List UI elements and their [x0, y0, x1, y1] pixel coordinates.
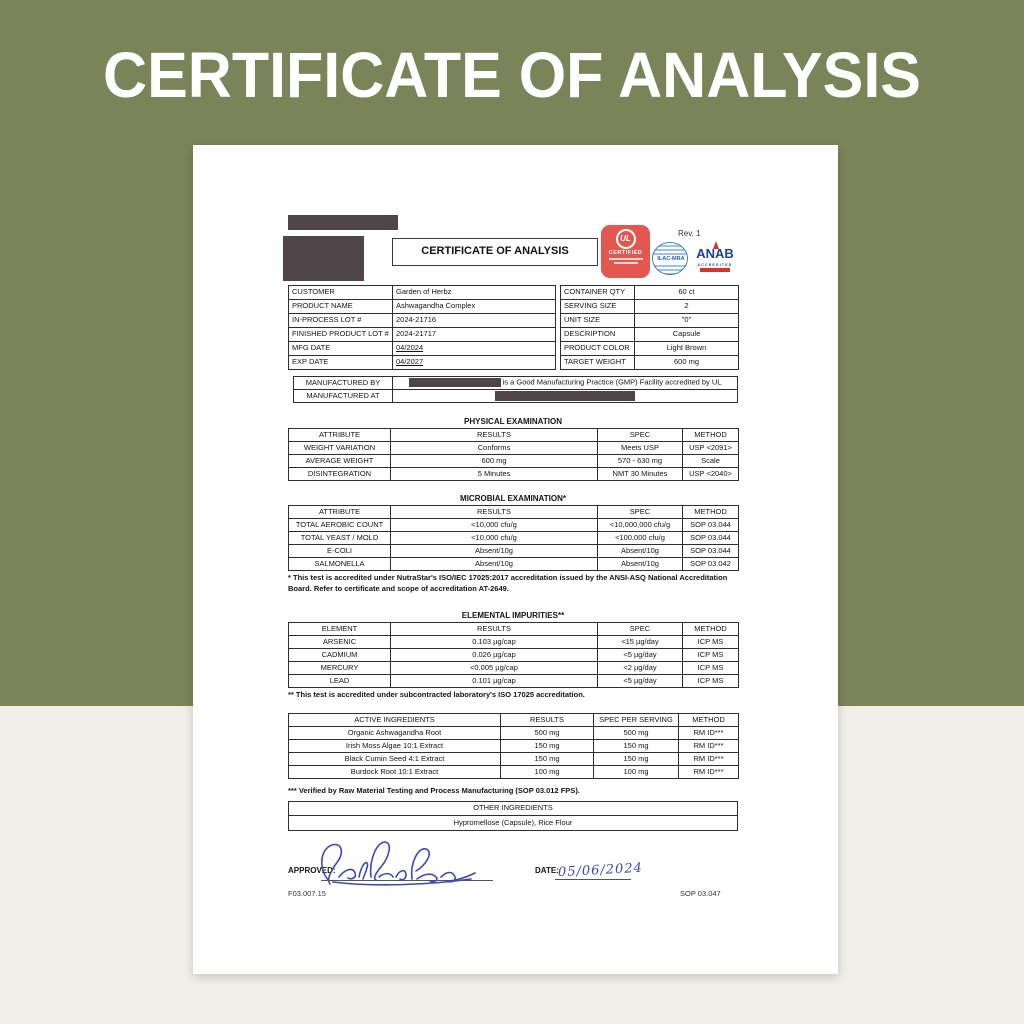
table-row	[289, 442, 739, 455]
cell: Burdock Root 10:1 Extract	[289, 766, 501, 779]
info-value: Garden of Herbz	[393, 286, 556, 300]
cell: NMT 30 Minutes	[598, 468, 683, 481]
anab-red-bar	[700, 268, 730, 272]
cell: Absent/10g	[391, 545, 598, 558]
cell: ICP MS	[683, 636, 739, 649]
cell: <100,000 cfu/g	[598, 532, 683, 545]
table-row	[289, 468, 739, 481]
table-row	[289, 342, 556, 356]
info-value: 04/2024	[393, 342, 556, 356]
info-value: 2	[635, 300, 739, 314]
table-row	[561, 286, 739, 300]
info-label: PRODUCT COLOR	[561, 342, 635, 356]
table-row	[289, 649, 739, 662]
column-header: RESULTS	[391, 506, 598, 519]
date-label: DATE:	[535, 866, 559, 875]
cell: Absent/10g	[391, 558, 598, 571]
approved-label: APPROVED:	[288, 866, 336, 875]
table-row	[289, 753, 739, 766]
cell: CADMIUM	[289, 649, 391, 662]
cell: SALMONELLA	[289, 558, 391, 571]
ul-certified-label: CERTIFIED	[608, 250, 643, 256]
table-row	[289, 532, 739, 545]
table-row	[289, 356, 556, 370]
column-header: RESULTS	[501, 714, 594, 727]
table-row	[289, 545, 739, 558]
redacted-address	[495, 391, 635, 401]
microbial-exam-table	[288, 505, 739, 571]
info-label: FINISHED PRODUCT LOT #	[289, 328, 393, 342]
info-label: SERVING SIZE	[561, 300, 635, 314]
table-row	[289, 286, 556, 300]
other-ingredients-value: Hypromellose (Capsule), Rice Flour	[289, 816, 738, 831]
cell: LEAD	[289, 675, 391, 688]
column-header: SPEC	[598, 623, 683, 636]
cell: Meets USP	[598, 442, 683, 455]
other-ingredients-table	[288, 801, 738, 831]
cell: ICP MS	[683, 662, 739, 675]
table-row	[289, 816, 738, 831]
cell: DISINTEGRATION	[289, 468, 391, 481]
cell: 150 mg	[594, 740, 679, 753]
table-row	[561, 356, 739, 370]
microbial-footnote	[288, 572, 748, 595]
manufactured-at-label: MANUFACTURED AT	[294, 390, 393, 403]
anab-flame-icon	[713, 241, 719, 249]
form-number: F03.007.15	[288, 889, 326, 898]
column-header: RESULTS	[391, 623, 598, 636]
table-row	[289, 675, 739, 688]
cell: 500 mg	[501, 727, 594, 740]
table-header-row	[289, 802, 738, 816]
info-label: IN-PROCESS LOT #	[289, 314, 393, 328]
cell: <2 µg/day	[598, 662, 683, 675]
cell: Absent/10g	[598, 545, 683, 558]
column-header: RESULTS	[391, 429, 598, 442]
ul-certified-logo	[601, 225, 650, 278]
cell: <10,000 cfu/g	[391, 532, 598, 545]
column-header: SPEC	[598, 506, 683, 519]
column-header: SPEC PER SERVING	[594, 714, 679, 727]
container-info-table	[560, 285, 739, 370]
table-row	[561, 342, 739, 356]
ul-fineprint-line	[609, 258, 643, 260]
cell: Conforms	[391, 442, 598, 455]
page-title: CERTIFICATE OF ANALYSIS	[103, 39, 921, 111]
cell: 100 mg	[594, 766, 679, 779]
info-label: DESCRIPTION	[561, 328, 635, 342]
table-header-row	[289, 429, 739, 442]
manufactured-at-value	[393, 390, 738, 403]
info-value: 2024-21717	[393, 328, 556, 342]
cell: ICP MS	[683, 649, 739, 662]
cell: 600 mg	[391, 455, 598, 468]
anab-accredited-label: ACCREDITED	[697, 263, 733, 267]
active-footnote: *** Verified by Raw Material Testing and Process Manufacturing (SOP 03.012 FPS).	[288, 786, 580, 795]
cell: Scale	[683, 455, 739, 468]
elemental-footnote: ** This test is accredited under subcontracted laboratory's ISO 17025 accreditation.	[288, 690, 585, 699]
cell: 150 mg	[501, 740, 594, 753]
cell: Irish Moss Algae 10:1 Extract	[289, 740, 501, 753]
cell: <15 µg/day	[598, 636, 683, 649]
product-info-table	[288, 285, 556, 370]
manufactured-table	[293, 376, 738, 403]
table-row	[561, 328, 739, 342]
cell: 0.103 µg/cap	[391, 636, 598, 649]
cell: E-COLI	[289, 545, 391, 558]
cell: <5 µg/day	[598, 649, 683, 662]
cell: SOP 03.044	[683, 532, 739, 545]
table-row	[294, 390, 738, 403]
cell: <10,000 cfu/g	[391, 519, 598, 532]
certificate-document	[193, 145, 838, 974]
table-row	[289, 558, 739, 571]
table-row	[289, 300, 556, 314]
cell: SOP 03.044	[683, 519, 739, 532]
info-value: Ashwagandha Complex	[393, 300, 556, 314]
info-label: CUSTOMER	[289, 286, 393, 300]
cell: RM ID***	[679, 766, 739, 779]
column-header: ELEMENT	[289, 623, 391, 636]
ilac-mra-logo	[652, 242, 688, 275]
table-row	[289, 740, 739, 753]
elemental-impurities-table	[288, 622, 739, 688]
cell: 5 Minutes	[391, 468, 598, 481]
redacted-block-top	[288, 215, 398, 230]
table-row	[561, 300, 739, 314]
cell: USP <2040>	[683, 468, 739, 481]
cell: AVERAGE WEIGHT	[289, 455, 391, 468]
cell: WEIGHT VARIATION	[289, 442, 391, 455]
cell: ICP MS	[683, 675, 739, 688]
ul-fineprint-line	[614, 262, 638, 264]
table-header-row	[289, 506, 739, 519]
table-row	[289, 662, 739, 675]
footnote-line: * This test is accredited under NutraStar's ISO/IEC 17025:2017 accreditation issued by the ANSI-ASQ National Accreditation	[288, 573, 728, 582]
table-row	[289, 727, 739, 740]
column-header: METHOD	[683, 623, 739, 636]
manufactured-by-label: MANUFACTURED BY	[294, 377, 393, 390]
info-value: "0"	[635, 314, 739, 328]
sop-number: SOP 03.047	[680, 889, 721, 898]
info-value: 04/2027	[393, 356, 556, 370]
cell: 150 mg	[594, 753, 679, 766]
info-value: Light Brown	[635, 342, 739, 356]
info-label: CONTAINER QTY	[561, 286, 635, 300]
cell: TOTAL YEAST / MOLD	[289, 532, 391, 545]
info-value: 600 mg	[635, 356, 739, 370]
info-value: Capsule	[635, 328, 739, 342]
table-row	[289, 766, 739, 779]
cell: MERCURY	[289, 662, 391, 675]
cell: USP <2091>	[683, 442, 739, 455]
column-header: ACTIVE INGREDIENTS	[289, 714, 501, 727]
column-header: METHOD	[679, 714, 739, 727]
table-row	[289, 636, 739, 649]
column-header: METHOD	[683, 506, 739, 519]
cell: <10,000,000 cfu/g	[598, 519, 683, 532]
table-row	[289, 455, 739, 468]
info-value: 60 ct	[635, 286, 739, 300]
cell: ARSENIC	[289, 636, 391, 649]
other-ingredients-title: OTHER INGREDIENTS	[289, 802, 738, 816]
table-row	[289, 314, 556, 328]
manufactured-by-value: is a Good Manufacturing Practice (GMP) Facility accredited by UL	[393, 377, 738, 390]
info-label: MFG DATE	[289, 342, 393, 356]
cell: <5 µg/day	[598, 675, 683, 688]
microbial-exam-title: MICROBIAL EXAMINATION*	[460, 494, 566, 503]
date-handwritten: 05/06/2024	[557, 860, 644, 881]
anab-logo	[691, 245, 739, 275]
redacted-manufacturer-name	[409, 378, 501, 387]
table-row	[289, 519, 739, 532]
cell: 0.026 µg/cap	[391, 649, 598, 662]
elemental-impurities-title: ELEMENTAL IMPURITIES**	[461, 611, 565, 620]
column-header: ATTRIBUTE	[289, 429, 391, 442]
info-label: PRODUCT NAME	[289, 300, 393, 314]
cell: SOP 03.044	[683, 545, 739, 558]
cell: Black Cumin Seed 4:1 Extract	[289, 753, 501, 766]
ilac-mra-label: ILAC-MRA	[652, 255, 688, 263]
ul-monogram-icon: UL	[616, 229, 636, 249]
table-header-row	[289, 714, 739, 727]
table-header-row	[289, 623, 739, 636]
info-value: 2024-21716	[393, 314, 556, 328]
info-label: UNIT SIZE	[561, 314, 635, 328]
column-header: SPEC	[598, 429, 683, 442]
column-header: ATTRIBUTE	[289, 506, 391, 519]
cell: Organic Ashwagandha Root	[289, 727, 501, 740]
anab-name: ANAB	[696, 247, 734, 260]
cell: TOTAL AEROBIC COUNT	[289, 519, 391, 532]
column-header: METHOD	[683, 429, 739, 442]
table-row	[289, 328, 556, 342]
cell: <0.005 µg/cap	[391, 662, 598, 675]
info-label: TARGET WEIGHT	[561, 356, 635, 370]
cell: 500 mg	[594, 727, 679, 740]
cell: Absent/10g	[598, 558, 683, 571]
table-row	[561, 314, 739, 328]
footnote-line: Board. Refer to certificate and scope of accreditation AT-2649.	[288, 584, 509, 594]
cell: SOP 03.042	[683, 558, 739, 571]
cell: RM ID***	[679, 727, 739, 740]
active-ingredients-table	[288, 713, 739, 779]
cell: 570 - 630 mg	[598, 455, 683, 468]
revision-label: Rev. 1	[678, 229, 701, 238]
table-row	[294, 377, 738, 390]
cell: 0.101 µg/cap	[391, 675, 598, 688]
cell: RM ID***	[679, 740, 739, 753]
physical-exam-title: PHYSICAL EXAMINATION	[464, 417, 562, 426]
cell: 150 mg	[501, 753, 594, 766]
physical-exam-table	[288, 428, 739, 481]
coa-title-box: CERTIFICATE OF ANALYSIS	[392, 238, 598, 266]
redacted-logo-block	[283, 236, 364, 281]
cell: RM ID***	[679, 753, 739, 766]
info-label: EXP DATE	[289, 356, 393, 370]
signature-image	[313, 837, 498, 887]
cell: 100 mg	[501, 766, 594, 779]
